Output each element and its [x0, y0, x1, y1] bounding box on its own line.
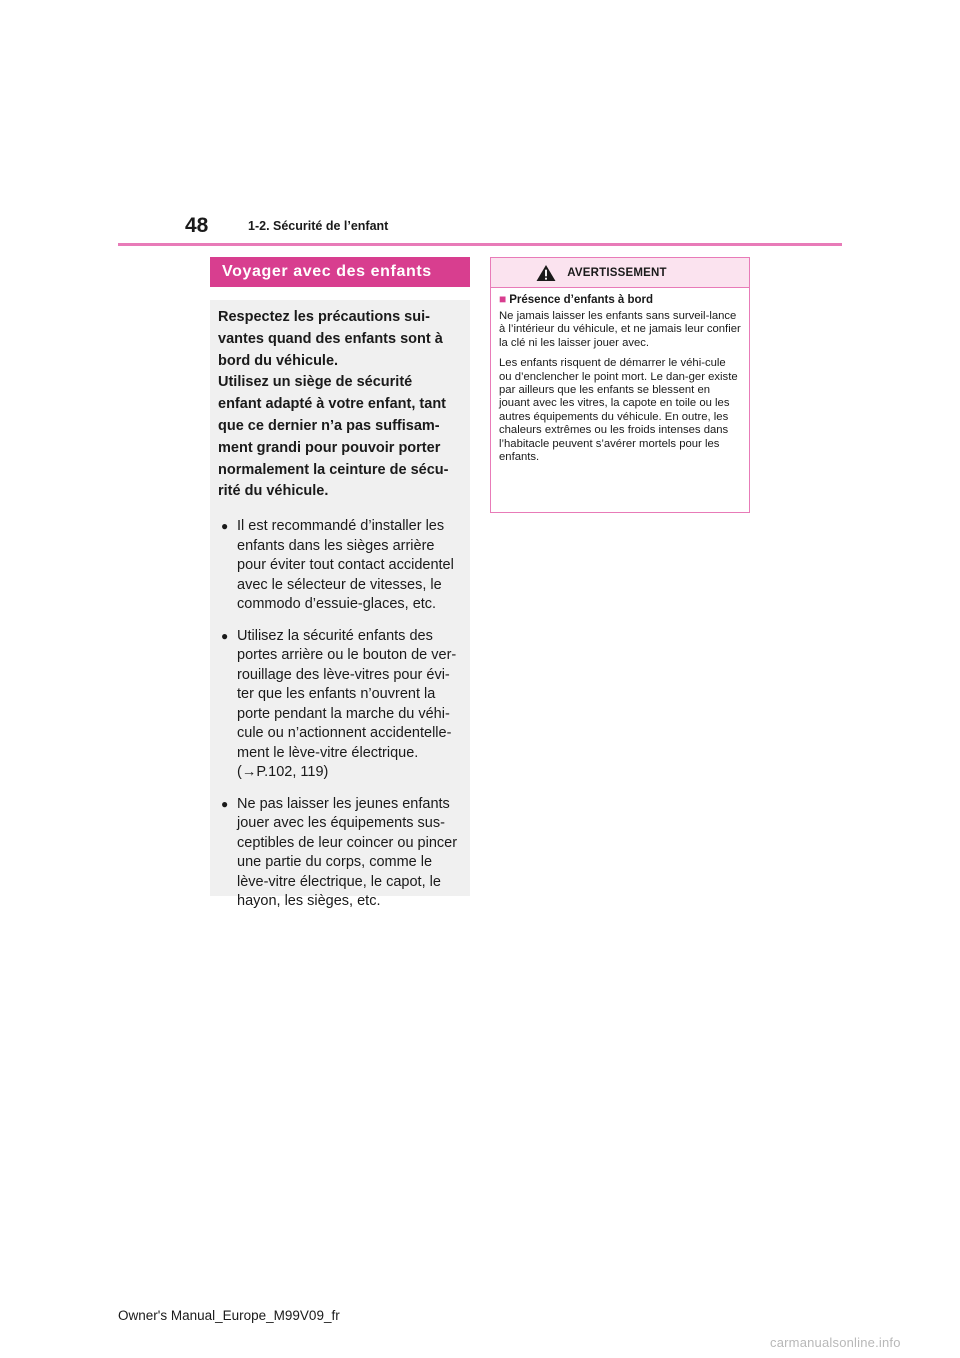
bullet-item [218, 627, 462, 783]
bullet-item [218, 517, 462, 615]
section-title-bar [210, 257, 470, 287]
intro-line: ment grandi pour pouvoir porter [218, 439, 441, 456]
section-header: 1-2. Sécurité de l’enfant [248, 219, 389, 233]
watermark: carmanualsonline.info [770, 1335, 901, 1350]
bullet-icon: ● [221, 628, 229, 643]
square-bullet-icon: ■ [499, 292, 507, 306]
header-rule [118, 243, 842, 246]
section-title: Voyager avec des enfants [222, 263, 432, 280]
content-box [210, 300, 470, 910]
bullet-icon: ● [221, 796, 229, 811]
bullet-item [218, 795, 462, 912]
footer-manual-id: Owner's Manual_Europe_M99V09_fr [118, 1308, 340, 1323]
intro-line: vantes quand des enfants sont à [218, 330, 443, 347]
warning-title: AVERTISSEMENT [567, 266, 667, 279]
bullet-text: Ne pas laisser les jeunes enfants jouer avec les équipements sus-ceptibles de leur coincer ou pincer une partie du corps, comme le lève-vitre électrique, le capot, le hayon, les sièges, etc. [237, 795, 458, 910]
warning-paragraph: Ne jamais laisser les enfants sans surveil-lance à l’intérieur du véhicule, et ne jamais leur confier la clé ni les laisser jouer avec. [499, 310, 741, 349]
bullet-text: Utilisez la sécurité enfants des portes arrière ou le bouton de ver-rouillage des lève-vitres pour évi-ter que les enfants n’ouvrent la porte pendant la marche du véhi-cule ou n’actionnent accidentelle-ment le lève-vitre électrique. (→P.102, 119) [237, 627, 457, 781]
warning-body [491, 288, 749, 464]
intro-line: Utilisez un siège de sécurité [218, 374, 413, 391]
bullet-icon: ● [221, 519, 229, 534]
intro-text [218, 307, 462, 503]
intro-line: rité du véhicule. [218, 483, 329, 500]
warning-subheading-text: Présence d’enfants à bord [509, 294, 654, 306]
warning-box [490, 257, 750, 513]
intro-line: que ce dernier n’a pas suffisam- [218, 417, 440, 434]
warning-paragraph: Les enfants risquent de démarrer le véhi-cule ou d’enclencher le point mort. Le dan-ger existe par ailleurs que les enfants se blessent en jouant avec les vitres, la capote en toile ou les autres équipements du véhicule. En outre, les chaleurs extrêmes ou les froids intenses dans l’habitacle peuvent s’avérer mortels pour les enfants. [499, 357, 738, 464]
warning-triangle-icon [535, 264, 557, 282]
intro-line: enfant adapté à votre enfant, tant [218, 396, 447, 413]
intro-line: normalement la ceinture de sécu- [218, 461, 449, 478]
page-number: 48 [185, 214, 209, 237]
warning-header [491, 258, 749, 288]
warning-subheading [499, 292, 741, 308]
bullet-text: Il est recommandé d’installer les enfants dans les sièges arrière pour éviter tout contact accidentel avec le sélecteur de vitesses, le commodo d’essuie-glaces, etc. [237, 518, 454, 613]
intro-line: Respectez les précautions sui- [218, 309, 430, 325]
intro-line: bord du véhicule. [218, 352, 339, 369]
